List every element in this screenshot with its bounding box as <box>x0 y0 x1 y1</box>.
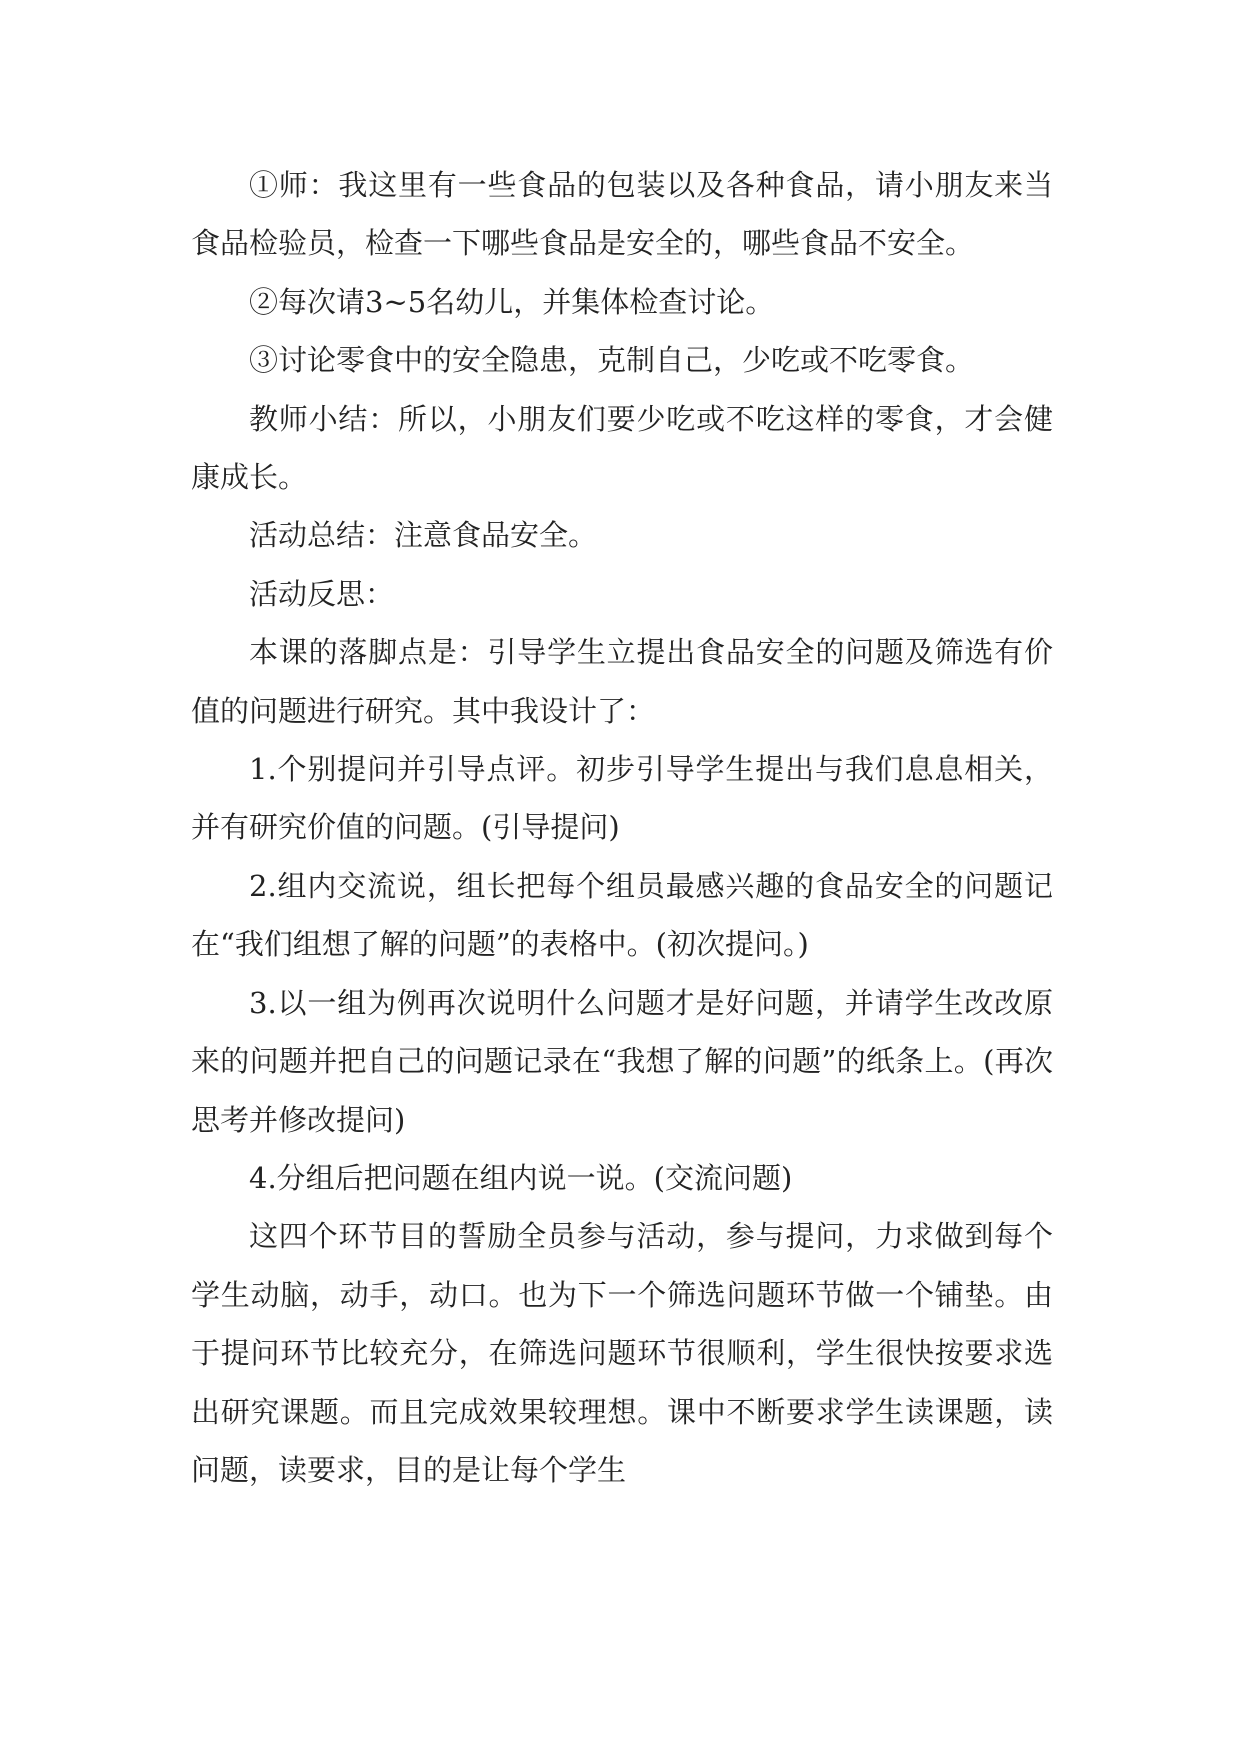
paragraph-step-3: ③讨论零食中的安全隐患，克制自己，少吃或不吃零食。 <box>249 343 975 378</box>
list-item-3: 3.以一组为例再次说明什么问题才是好问题，并请学生改改原来的问题并把自己的问题记录在“我想了解的问题”的纸条上。(再次思考并修改提问) <box>191 985 1053 1137</box>
list-item-1: 1.个别提问并引导点评。初步引导学生提出与我们息息相关，并有研究价值的问题。(引导提问) <box>191 752 1053 845</box>
paragraph-teacher-summary: 教师小结：所以，小朋友们要少吃或不吃这样的零食，才会健康成长。 <box>191 401 1053 495</box>
paragraph-lesson-focus: 本课的落脚点是：引导学生立提出食品安全的问题及筛选有价值的问题进行研究。其中我设计了： <box>191 635 1053 728</box>
paragraph-teacher-intro: ①师：我这里有一些食品的包装以及各种食品，请小朋友来当食品检验员，检查一下哪些食品是安全的，哪些食品不安全。 <box>191 168 1053 261</box>
paragraph-activity-reflection-heading: 活动反思： <box>249 576 395 611</box>
list-item-4: 4.分组后把问题在组内说一说。(交流问题) <box>249 1160 793 1195</box>
paragraph-reflection-body: 这四个环节目的誓励全员参与活动，参与提问，力求做到每个学生动脑，动手，动口。也为下一个筛选问题环节做一个铺垫。由于提问环节比较充分，在筛选问题环节很顺利，学生很快按要求选出研究课题。而且完成效果较理想。课中不断要求学生读课题，读问题，读要求，目的是让每个学生 <box>191 1219 1053 1487</box>
list-item-2: 2.组内交流说，组长把每个组员最感兴趣的食品安全的问题记在“我们组想了解的问题”的表格中。(初次提问。) <box>191 868 1053 962</box>
paragraph-step-2: ②每次请3~5名幼儿，并集体检查讨论。 <box>249 284 775 319</box>
document-body <box>191 156 1053 1499</box>
paragraph-activity-summary: 活动总结：注意食品安全。 <box>249 518 598 553</box>
